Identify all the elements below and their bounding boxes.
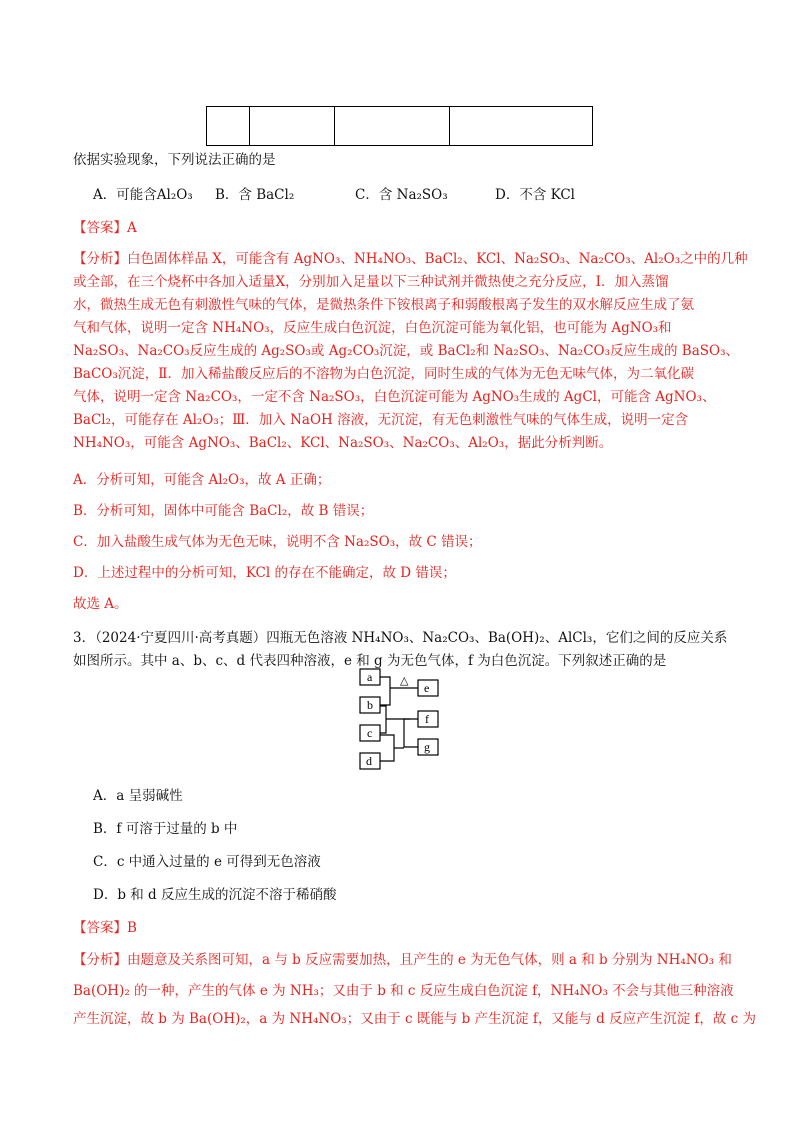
analysis-line: 气和气体，说明一定含 NH₄NO₃，反应生成白色沉淀，白色沉淀可能为氧化铝，也可能为 AgNO₃和 [73, 320, 672, 336]
explain-b: B．分析可知，固体中可能含 BaCl₂，故 B 错误； [73, 503, 374, 519]
q3-option-a[interactable]: A．a 呈弱碱性 [93, 788, 183, 804]
explain-c: C．加入盐酸生成气体为无色无味，说明不含 Na₂SO₃，故 C 错误； [73, 534, 482, 550]
option-a[interactable]: A．可能含Al₂O₃ [93, 187, 193, 203]
bracket-cd [380, 735, 394, 761]
analysis-line: 或全部，在三个烧杯中各加入适量X，分别加入足量以下三种试剂并微热使之充分反应，Ⅰ．加入蒸馏 [73, 274, 669, 290]
analysis-line: Na₂SO₃、Na₂CO₃反应生成的 Ag₂SO₃或 Ag₂CO₃沉淀，或 BaCl₂和 Na₂SO₃、Na₂CO₃反应生成的 BaSO₃、 [73, 343, 739, 359]
q3-answer-label: 【答案】B [73, 920, 137, 936]
analysis-line: 水，微热生成无色有刺激性气味的气体，是微热条件下铵根离子和弱酸根离子发生的双水解反应生成了氨 [73, 297, 694, 313]
label-b: b [367, 698, 373, 712]
table-cell [207, 107, 250, 146]
q3-analysis-line: 产生沉淀，故 b 为 Ba(OH)₂，a 为 NH₄NO₃；又由于 c 既能与 b 产生沉淀 f，又能与 d 反应产生沉淀 f，故 c 为 [73, 1011, 757, 1027]
q3-option-d[interactable]: D．b 和 d 反应生成的沉淀不溶于稀硝酸 [93, 887, 337, 903]
label-d: d [366, 754, 372, 768]
option-c[interactable]: C．含 Na₂SO₃ [355, 187, 448, 203]
q3-option-b[interactable]: B．f 可溶于过量的 b 中 [93, 821, 238, 837]
label-a: a [367, 670, 373, 684]
q3-option-c[interactable]: C．c 中通入过量的 e 可得到无色溶液 [93, 854, 321, 870]
table-cell [335, 107, 450, 146]
question-stem-tail: 依据实验现象，下列说法正确的是 [73, 152, 276, 168]
branch-f-g [404, 719, 418, 747]
q3-analysis-line: Ba(OH)₂ 的一种，产生的气体 e 为 NH₃；又由于 b 和 c 反应生成白色沉淀 f，NH₄NO₃ 不会与其他三种溶液 [73, 983, 734, 999]
analysis-line: BaCl₂，可能存在 Al₂O₃；Ⅲ．加入 NaOH 溶液，无沉淀，有无色刺激性气味的气体生成，说明一定含 [73, 412, 689, 428]
analysis-line: BaCO₃沉淀，Ⅱ．加入稀盐酸反应后的不溶物为白色沉淀，同时生成的气体为无色无味气体，为二氧化碳 [73, 366, 694, 382]
explain-d: D．上述过程中的分析可知，KCl 的存在不能确定，故 D 错误； [73, 565, 456, 581]
answer-label: 【答案】A [73, 220, 137, 236]
option-d[interactable]: D．不含 KCl [495, 187, 575, 203]
q3-analysis-line: 【分析】由题意及关系图可知，a 与 b 反应需要加热，且产生的 e 为无色气体，则 a 和 b 分别为 NH₄NO₃ 和 [73, 952, 732, 968]
label-e: e [424, 681, 430, 695]
reaction-diagram [350, 665, 450, 777]
label-g: g [424, 740, 430, 754]
analysis-line: 气体，说明一定含 Na₂CO₃，一定不含 Na₂SO₃，白色沉淀可能为 AgNO₃生成的 AgCl，可能含 AgNO₃、 [73, 389, 716, 405]
label-c: c [367, 726, 373, 740]
explain-conclusion: 故选 A。 [73, 596, 128, 612]
label-f: f [425, 712, 429, 726]
analysis-line: 【分析】白色固体样品 X，可能含有 AgNO₃、NH₄NO₃、BaCl₂、KCl、Na₂SO₃、Na₂CO₃、Al₂O₃之中的几种 [73, 251, 748, 267]
question-3-stem: 3．（2024·宁夏四川·高考真题）四瓶无色溶液 NH₄NO₃、Na₂CO₃、Ba(OH)₂、AlCl₃，它们之间的反应关系 [73, 630, 728, 646]
bracket-ab [380, 677, 390, 705]
data-table-fragment [206, 106, 593, 146]
analysis-line: NH₄NO₃，可能含 AgNO₃、BaCl₂、KCl、Na₂SO₃、Na₂CO₃、Al₂O₃，据此分析判断。 [73, 435, 613, 451]
option-b[interactable]: B．含 BaCl₂ [215, 187, 295, 203]
explain-a: A．分析可知，可能含 Al₂O₃，故 A 正确； [73, 472, 331, 488]
question-3-stem: 如图所示。其中 a、b、c、d 代表四种溶液，e 和 g 为无色气体，f 为白色沉淀。下列叙述正确的是 [73, 653, 667, 669]
heat-symbol: △ [400, 674, 409, 687]
bracket-bc [380, 706, 386, 733]
table-cell [250, 107, 335, 146]
table-cell [450, 107, 593, 146]
